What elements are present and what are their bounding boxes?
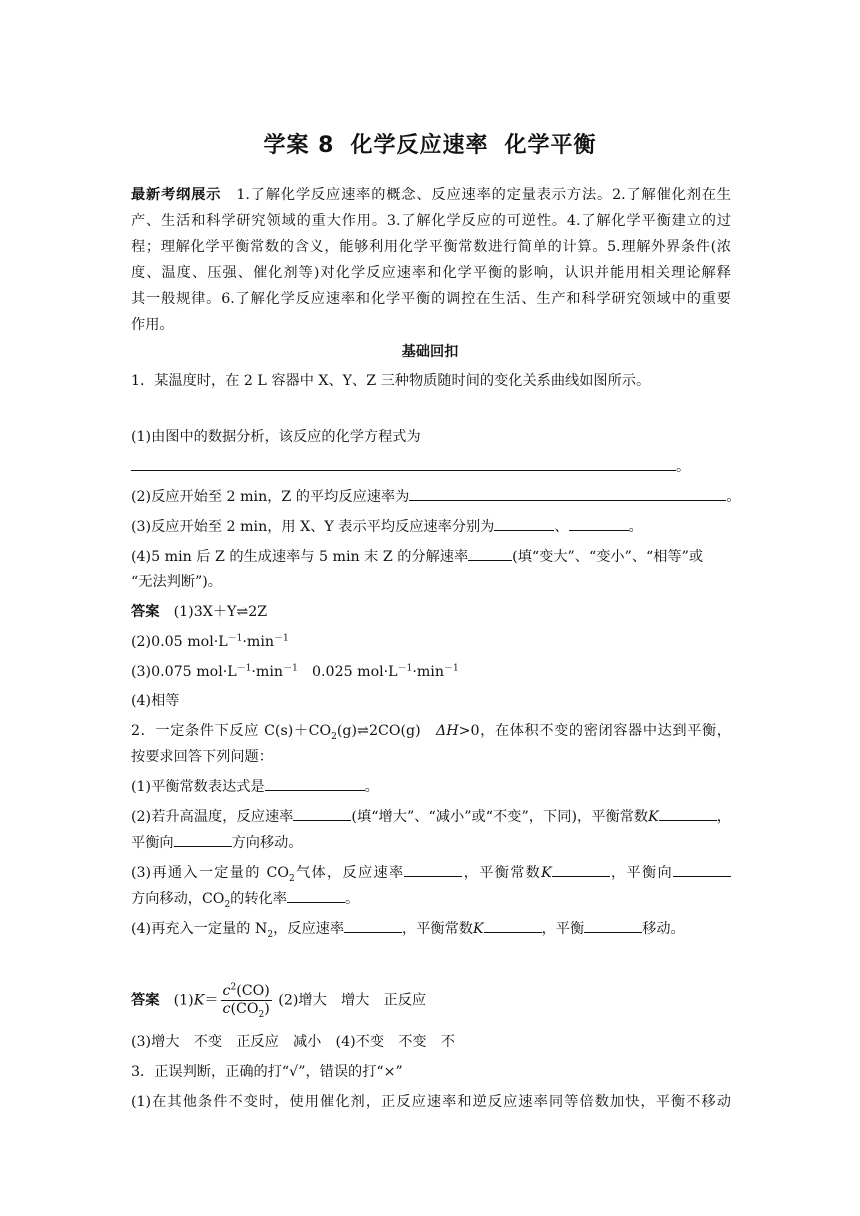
syllabus-line-1: 最新考纲展示 1.了解化学反应速率的概念、反应速率的定量表示方法。2.了解催化剂在生 [131,187,731,203]
syllabus-line-5: 其一般规律。6.了解化学反应速率和化学平衡的调控在生活、生产和科学研究领域中的重要 [131,291,731,307]
q1-part2: (2)反应开始至 2 min，Z 的平均反应速率为 。 [131,485,731,508]
page-title [0,128,860,159]
q1-answer-3: (3)0.075 $mol\cdot L^{-1}\cdot\min^{-1}$ 0.025 $mol\cdot L^{-1}\cdot\min^{-1}$ [131,663,459,680]
answer-blank[interactable] [552,861,610,877]
answer-blank[interactable] [468,545,512,561]
q3-stem: 3．正误判断，正确的打“√”，错误的打“×” [131,1064,403,1080]
answer-blank[interactable] [659,805,717,821]
syllabus-line-4: 度、温度、压强、催化剂等)对化学反应速率和化学平衡的影响，认识并能用相关理论解释 [131,265,731,281]
reversible-arrow-icon: ⇌ [357,723,369,739]
q2-part3-cont: 方向移动，$CO_2$的转化率 。 [131,887,731,910]
answer-blank[interactable] [484,917,542,933]
q3-part1: (1)在其他条件不变时，使用催化剂，正反应速率和逆反应速率同等倍数加快，平衡不移动 [131,1094,731,1110]
answer-blank[interactable] [673,861,731,877]
q2-stem-cont: 按要求回答下列问题： [131,749,273,765]
answer-blank[interactable] [569,515,629,531]
q1-part1: (1)由图中的数据分析，该反应的化学方程式为 [131,429,421,445]
q1-answer-4: (4)相等 [131,693,180,709]
q2-part1: (1)平衡常数表达式是 。 [131,775,731,798]
q2-answer-2: (3)增大 不变 正反应 减小 (4)不变 不变 不 [131,1034,455,1050]
reversible-arrow-icon: ⇌ [236,604,249,620]
answer-blank[interactable] [265,775,365,791]
answer-blank[interactable] [131,455,676,471]
q2-stem: 2．一定条件下反应 $C(s)+CO_2(g)\rightleftharpoons 2CO(g)$ ΔH>0，在体积不变的密闭容器中达到平衡， [131,723,731,742]
q1-part3: (3)反应开始至 2 min，用 X、Y 表示平均反应速率分别为 、 。 [131,515,731,538]
syllabus-line-2: 产、生活和科学研究领域的重大作用。3.了解化学反应的可逆性。4.了解化学平衡建立的过 [131,213,731,229]
answer-label: 答案 [131,604,160,620]
syllabus-line-6: 作用。 [131,317,174,333]
answer-blank[interactable] [409,485,726,501]
answer-blank[interactable] [174,831,232,847]
answer-blank[interactable] [584,917,642,933]
answer-blank[interactable] [344,917,402,933]
q1-stem: 1．某温度时，在 2 L 容器中 X、Y、Z 三种物质随时间的变化关系曲线如图所示。 [131,373,651,389]
q2-part3: (3)再通入一定量的 $CO_2$气体，反应速率 ，平衡常数K ，平衡向 [131,861,731,884]
q1-answer-1: 答案 (1)3X＋Y⇌2Z [131,604,268,620]
answer-blank[interactable] [293,805,351,821]
syllabus-label: 最新考纲展示 [131,187,222,203]
title-lesson-number: 学案 8 [263,133,335,158]
q2-answer-1: 答案 (1)K＝ $\frac{c^2(CO)}{c(CO_2)}$ (2)增大 增大 正反应 [131,982,427,1020]
answer-blank[interactable] [287,887,345,903]
syllabus-line-3: 程；理解化学平衡常数的含义，能够利用化学平衡常数进行简单的计算。5.理解外界条件(浓 [131,239,731,255]
equilibrium-constant-fraction: $\frac{c^2(CO)}{c(CO_2)}$ [222,982,270,1020]
title-topic-equilibrium: 化学平衡 [504,133,597,158]
answer-blank[interactable] [404,861,462,877]
q1-answer-2: (2)0.05 $mol\cdot L^{-1}\cdot\min^{-1}$ [131,633,289,650]
q1-part1-blank-line: 。 [131,455,731,478]
q1-part4: (4)5 min 后 Z 的生成速率与 5 min 末 Z 的分解速率 (填“变大”、“变小”、“相等”或 [131,545,731,568]
answer-blank[interactable] [494,515,554,531]
q2-part2-cont: 平衡向 方向移动。 [131,831,731,854]
section-heading: 基础回扣 [401,344,459,360]
q1-part4-cont: “无法判断”)。 [131,574,222,590]
q2-part2: (2)若升高温度，反应速率 (填“增大”、“减小”或“不变”，下同)，平衡常数K ， [131,805,731,828]
answer-label: 答案 [131,992,160,1009]
q2-part4: (4)再充入一定量的 $N_2$，反应速率 ，平衡常数K ，平衡 移动。 [131,917,731,940]
title-topic-rate: 化学反应速率 [350,133,489,158]
